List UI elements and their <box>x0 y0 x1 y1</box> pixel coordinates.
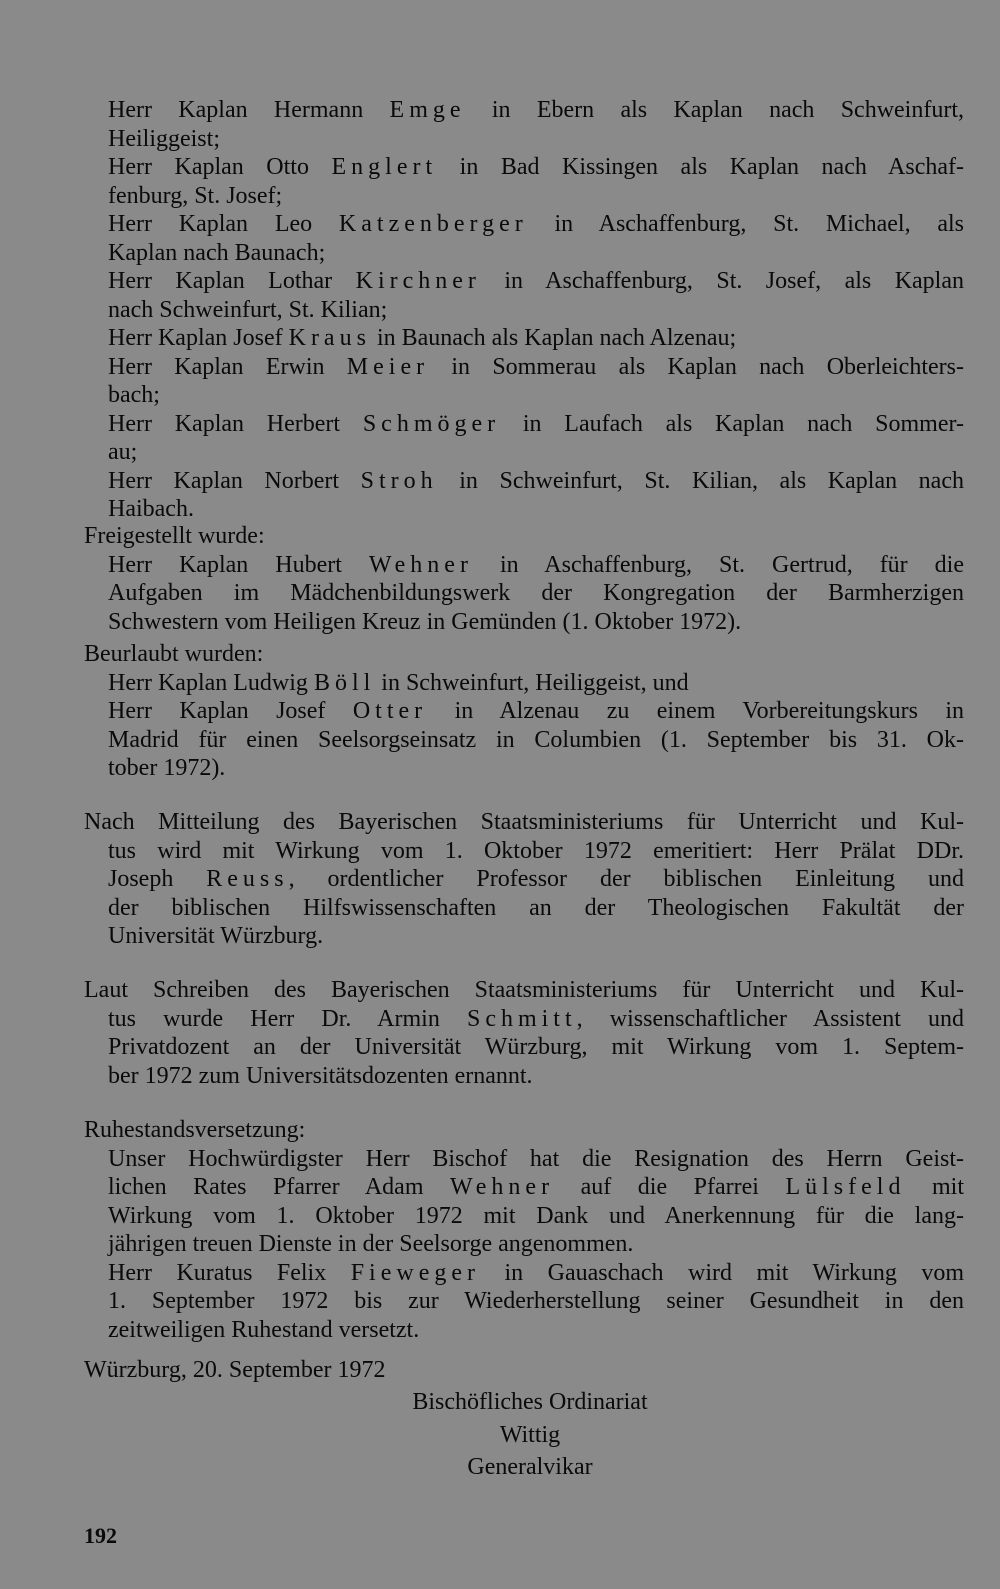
transfer-line: Herr Kaplan Leo Katzenberger in Aschaffenburg, St. Michael, als <box>108 211 965 237</box>
text-line: lichen Rates Pfarrer Adam Wehner auf die Pfarrei Lülsfeld mit <box>108 1174 964 1200</box>
text-line: Universität Würzburg. <box>108 923 324 949</box>
text-line: Laut Schreiben des Bayerischen Staatsministeriums für Unterricht und Kul- <box>84 977 964 1003</box>
section-heading: Beurlaubt wurden: <box>84 641 264 667</box>
person-name: Kirchner <box>355 268 481 294</box>
text-line: tus wird mit Wirkung vom 1. Oktober 1972 emeritiert: Herr Prälat DDr. <box>108 837 964 864</box>
section-heading: Freigestellt wurde: <box>84 523 265 549</box>
transfer-line: Herr Kaplan Erwin Meier in Sommerau als Kaplan nach Oberleichters- <box>108 353 964 380</box>
text-line: tober 1972). <box>108 755 226 781</box>
text-line: jährigen treuen Dienste in der Seelsorge angenommen. <box>108 1231 634 1257</box>
person-name: Meier <box>346 353 430 380</box>
transfer-line-cont: nach Schweinfurt, St. Kilian; <box>108 296 388 323</box>
beurlaubt-section <box>84 640 964 783</box>
text-line: Schwestern vom Heiligen Kreuz in Gemünden (1. Oktober 1972). <box>108 608 742 635</box>
transfer-line: Herr Kaplan Herbert Schmöger in Laufach als Kaplan nach Sommer- <box>108 410 965 437</box>
transfer-line-cont: au; <box>108 439 138 465</box>
place-name: Lülsfeld <box>785 1174 906 1200</box>
office-name: Bischöfliches Ordinariat <box>412 1389 648 1415</box>
transfer-line-cont: Kaplan nach Baunach; <box>108 239 326 266</box>
place-date: Würzburg, 20. September 1972 <box>84 1357 386 1383</box>
transfer-line: Herr Kaplan Lothar Kirchner in Aschaffenburg, St. Josef, als Kaplan <box>108 268 965 294</box>
signer-title: Generalvikar <box>467 1454 593 1480</box>
transfer-line-cont: bach; <box>108 382 160 408</box>
person-name: Emge <box>389 97 466 123</box>
text-line: Herr Kuratus Felix Fieweger in Gauaschach wird mit Wirkung vom <box>108 1259 964 1286</box>
person-name: Schmöger <box>362 410 501 437</box>
transfers-list <box>84 96 964 524</box>
transfer-line: Herr Kaplan Hermann Emge in Ebern als Kaplan nach Schweinfurt, <box>108 97 965 123</box>
person-name: Schmitt <box>466 1005 577 1032</box>
text-line: ber 1972 zum Universitätsdozenten ernannt. <box>108 1062 533 1089</box>
person-name: Fieweger <box>350 1259 480 1286</box>
text-line: 1. September 1972 bis zur Wiederherstellung seiner Gesundheit in den <box>108 1288 964 1314</box>
person-name: Stroh <box>360 467 438 494</box>
dozent-paragraph <box>84 976 964 1090</box>
person-name: Reuss <box>206 866 289 892</box>
person-name: Kraus <box>288 325 371 351</box>
signature-block <box>380 1388 680 1482</box>
text-line: Joseph Reuss, ordentlicher Professor der biblischen Einleitung und <box>108 866 964 892</box>
transfer-line: Herr Kaplan Josef Kraus in Baunach als Kaplan nach Alzenau; <box>108 325 737 351</box>
person-name: Katzenberger <box>338 211 528 237</box>
person-name: Wehner <box>368 551 473 578</box>
text-line: Privatdozent an der Universität Würzburg, mit Wirkung vom 1. Septem- <box>108 1034 964 1060</box>
text-line: zeitweiligen Ruhestand versetzt. <box>108 1316 420 1343</box>
emeritiert-paragraph <box>84 808 964 951</box>
text-line: Herr Kaplan Ludwig Böll in Schweinfurt, Heiliggeist, und <box>108 669 689 696</box>
text-line: Nach Mitteilung des Bayerischen Staatsministeriums für Unterricht und Kul- <box>84 809 964 835</box>
transfer-line-cont: fenburg, St. Josef; <box>108 182 283 209</box>
transfer-line: Herr Kaplan Norbert Stroh in Schweinfurt, St. Kilian, als Kaplan nach <box>108 467 964 494</box>
page-number: 192 <box>84 1523 117 1548</box>
section-heading: Ruhestandsversetzung: <box>84 1117 306 1143</box>
closing-block <box>84 1356 964 1385</box>
text-line: tus wurde Herr Dr. Armin Schmitt, wissenschaftlicher Assistent und <box>108 1005 964 1032</box>
text-line: Herr Kaplan Josef Otter in Alzenau zu einem Vorbereitungskurs in <box>108 698 964 724</box>
transfer-line: Herr Kaplan Otto Englert in Bad Kissingen als Kaplan nach Aschaf- <box>108 154 964 180</box>
signer-name: Wittig <box>499 1421 561 1448</box>
person-name: Böll <box>313 669 376 696</box>
text-line: Madrid für einen Seelsorgseinsatz in Columbien (1. September bis 31. Ok- <box>108 726 964 753</box>
text-line: Aufgaben im Mädchenbildungswerk der Kongregation der Barmherzigen <box>108 580 964 606</box>
ruhestand-section <box>84 1116 964 1344</box>
transfer-line-cont: Heiliggeist; <box>108 125 220 152</box>
person-name: Otter <box>352 698 428 724</box>
text-line: Herr Kaplan Hubert Wehner in Aschaffenburg, St. Gertrud, für die <box>108 551 964 578</box>
person-name: Wehner <box>450 1174 555 1200</box>
text-line: Unser Hochwürdigster Herr Bischof hat die Resignation des Herrn Geist- <box>108 1145 964 1172</box>
person-name: Englert <box>331 154 438 180</box>
text-line: Wirkung vom 1. Oktober 1972 mit Dank und Anerkennung für die lang- <box>108 1202 964 1229</box>
freigestellt-section <box>84 522 964 636</box>
transfer-line-cont: Haibach. <box>108 496 194 522</box>
text-line: der biblischen Hilfswissenschaften an der Theologischen Fakultät der <box>108 894 964 921</box>
